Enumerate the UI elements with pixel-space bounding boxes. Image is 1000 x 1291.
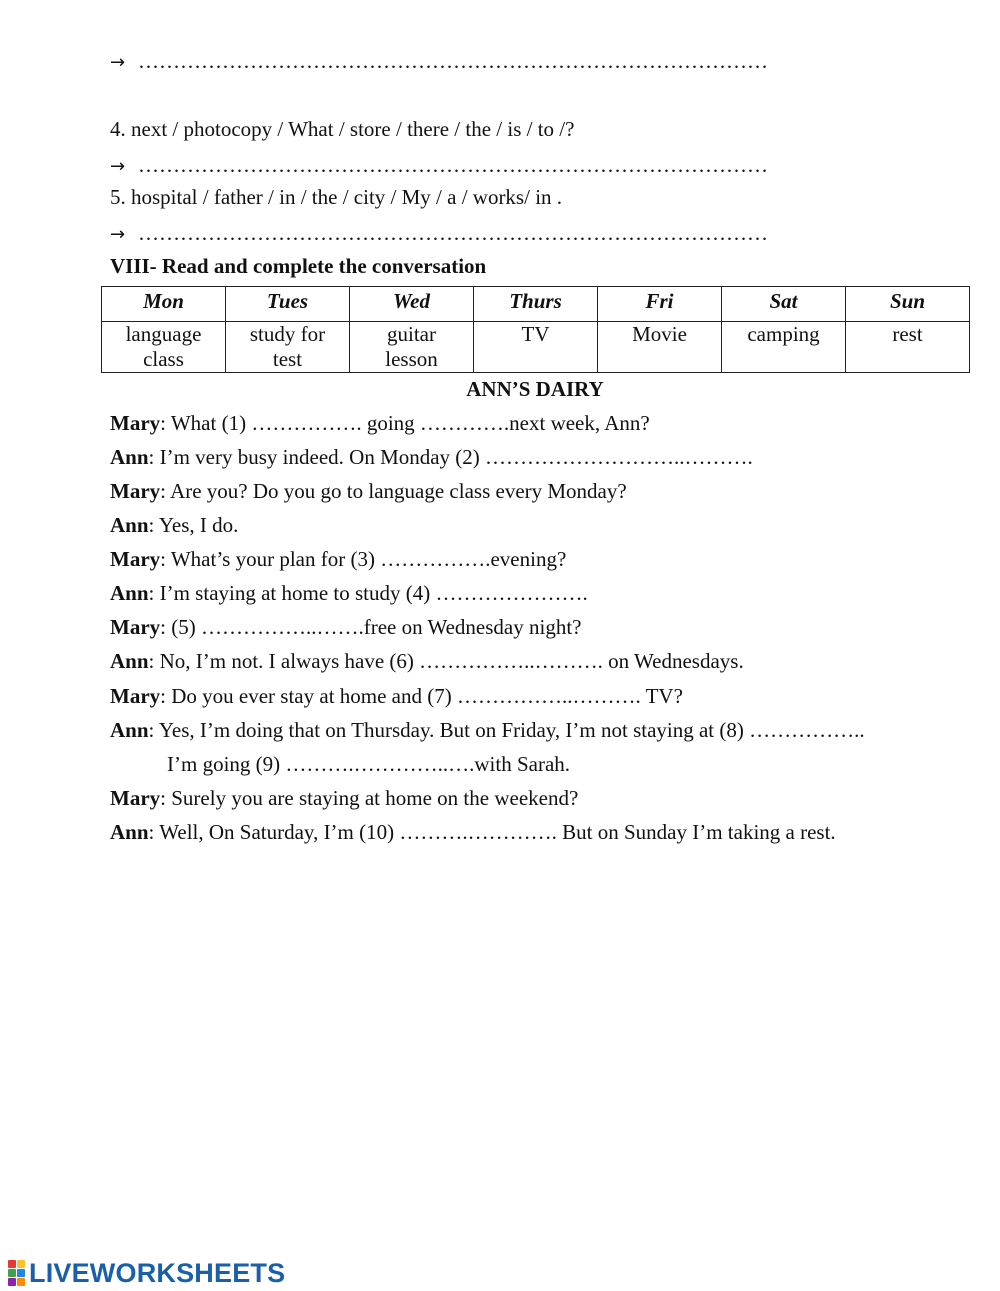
day-header: Sun (846, 287, 970, 322)
logo-square (8, 1278, 16, 1286)
dialogue-line (167, 751, 570, 777)
logo-square (17, 1260, 25, 1268)
dialogue-text: : I’m very busy indeed. On Monday (2) ………………………..………. (148, 445, 753, 469)
dialogue-text: : Well, On Saturday, I’m (10) ……….…………. But on Sunday I’m taking a rest. (148, 820, 836, 844)
logo-square (8, 1260, 16, 1268)
dialogue-line (110, 410, 650, 436)
logo-grid-icon (8, 1260, 25, 1286)
dialogue-text: : (5) ……………..…….free on Wednesday night? (160, 615, 582, 639)
day-header: Sat (722, 287, 846, 322)
schedule-header-row (102, 287, 970, 322)
diary-title: ANN’S DAIRY (466, 377, 604, 401)
dialogue-text: : What (1) ……………. going ………….next week, Ann? (160, 411, 650, 435)
answer-dots[interactable]: ……………………………………………………………………………… (138, 153, 768, 177)
speaker-name: Ann (110, 581, 149, 605)
activity-cell: guitar lesson (350, 322, 474, 373)
activity-cell: Movie (598, 322, 722, 373)
speaker-name: Ann (110, 649, 149, 673)
speaker-name: Ann (110, 513, 149, 537)
arrow-icon: → (110, 224, 126, 245)
speaker-name: Mary (110, 786, 161, 810)
day-header: Fri (598, 287, 722, 322)
dialogue-text: : Are you? Do you go to language class every Monday? (160, 479, 627, 503)
logo-square (17, 1278, 25, 1286)
exercise-item-4: 4. next / photocopy / What / store / there / the / is / to /? (110, 117, 575, 141)
activity-cell: study for test (226, 322, 350, 373)
schedule-activity-row (102, 322, 970, 373)
dialogue-line (110, 717, 865, 743)
dialogue-line (110, 819, 836, 845)
dialogue-line (110, 546, 566, 572)
section-title: VIII- Read and complete the conversation (110, 254, 487, 278)
dialogue-text: : Yes, I do. (148, 513, 239, 537)
dialogue-line (110, 478, 627, 504)
activity-cell: rest (846, 322, 970, 373)
activity-cell: camping (722, 322, 846, 373)
dialogue-line (110, 785, 578, 811)
speaker-name: Mary (110, 411, 161, 435)
dialogue-text: : I’m staying at home to study (4) …………………. (148, 581, 588, 605)
logo-square (8, 1269, 16, 1277)
speaker-name: Mary (110, 479, 161, 503)
dialogue-text: : No, I’m not. I always have (6) ……………..………. on Wednesdays. (148, 649, 744, 673)
dialogue-text: : What’s your plan for (3) …………….evening? (160, 547, 567, 571)
arrow-icon: → (110, 156, 126, 177)
day-header: Mon (102, 287, 226, 322)
activity-cell: language class (102, 322, 226, 373)
activity-cell: TV (474, 322, 598, 373)
dialogue-line (110, 614, 582, 640)
answer-dots[interactable]: ……………………………………………………………………………… (138, 221, 768, 245)
answer-line-4 (110, 152, 768, 180)
speaker-name: Ann (110, 445, 149, 469)
schedule-table (101, 286, 970, 373)
exercise-item-5: 5. hospital / father / in / the / city / My / a / works/ in . (110, 185, 563, 209)
speaker-name: Mary (110, 684, 161, 708)
dialogue-line (110, 648, 744, 674)
answer-line-3 (110, 48, 768, 76)
dialogue-line (110, 683, 683, 709)
dialogue-line (110, 580, 588, 606)
day-header: Wed (350, 287, 474, 322)
day-header: Thurs (474, 287, 598, 322)
dialogue-text: : Yes, I’m doing that on Thursday. But on Friday, I’m not staying at (8) …………….. (148, 718, 865, 742)
dialogue-text: : Surely you are staying at home on the weekend? (160, 786, 579, 810)
logo-square (17, 1269, 25, 1277)
answer-line-5 (110, 220, 768, 248)
speaker-name: Ann (110, 718, 149, 742)
dialogue-text: I’m going (9) ……….…………..….with Sarah. (167, 752, 571, 776)
answer-dots[interactable]: ……………………………………………………………………………… (138, 49, 768, 73)
dialogue-line (110, 512, 238, 538)
brand-name: LIVEWORKSHEETS (29, 1257, 286, 1288)
dialogue-text: : Do you ever stay at home and (7) ……………..………. TV? (160, 684, 683, 708)
speaker-name: Ann (110, 820, 149, 844)
dialogue-line (110, 444, 753, 470)
arrow-icon: → (110, 52, 126, 73)
speaker-name: Mary (110, 547, 161, 571)
liveworksheets-logo[interactable] (8, 1258, 285, 1288)
day-header: Tues (226, 287, 350, 322)
speaker-name: Mary (110, 615, 161, 639)
